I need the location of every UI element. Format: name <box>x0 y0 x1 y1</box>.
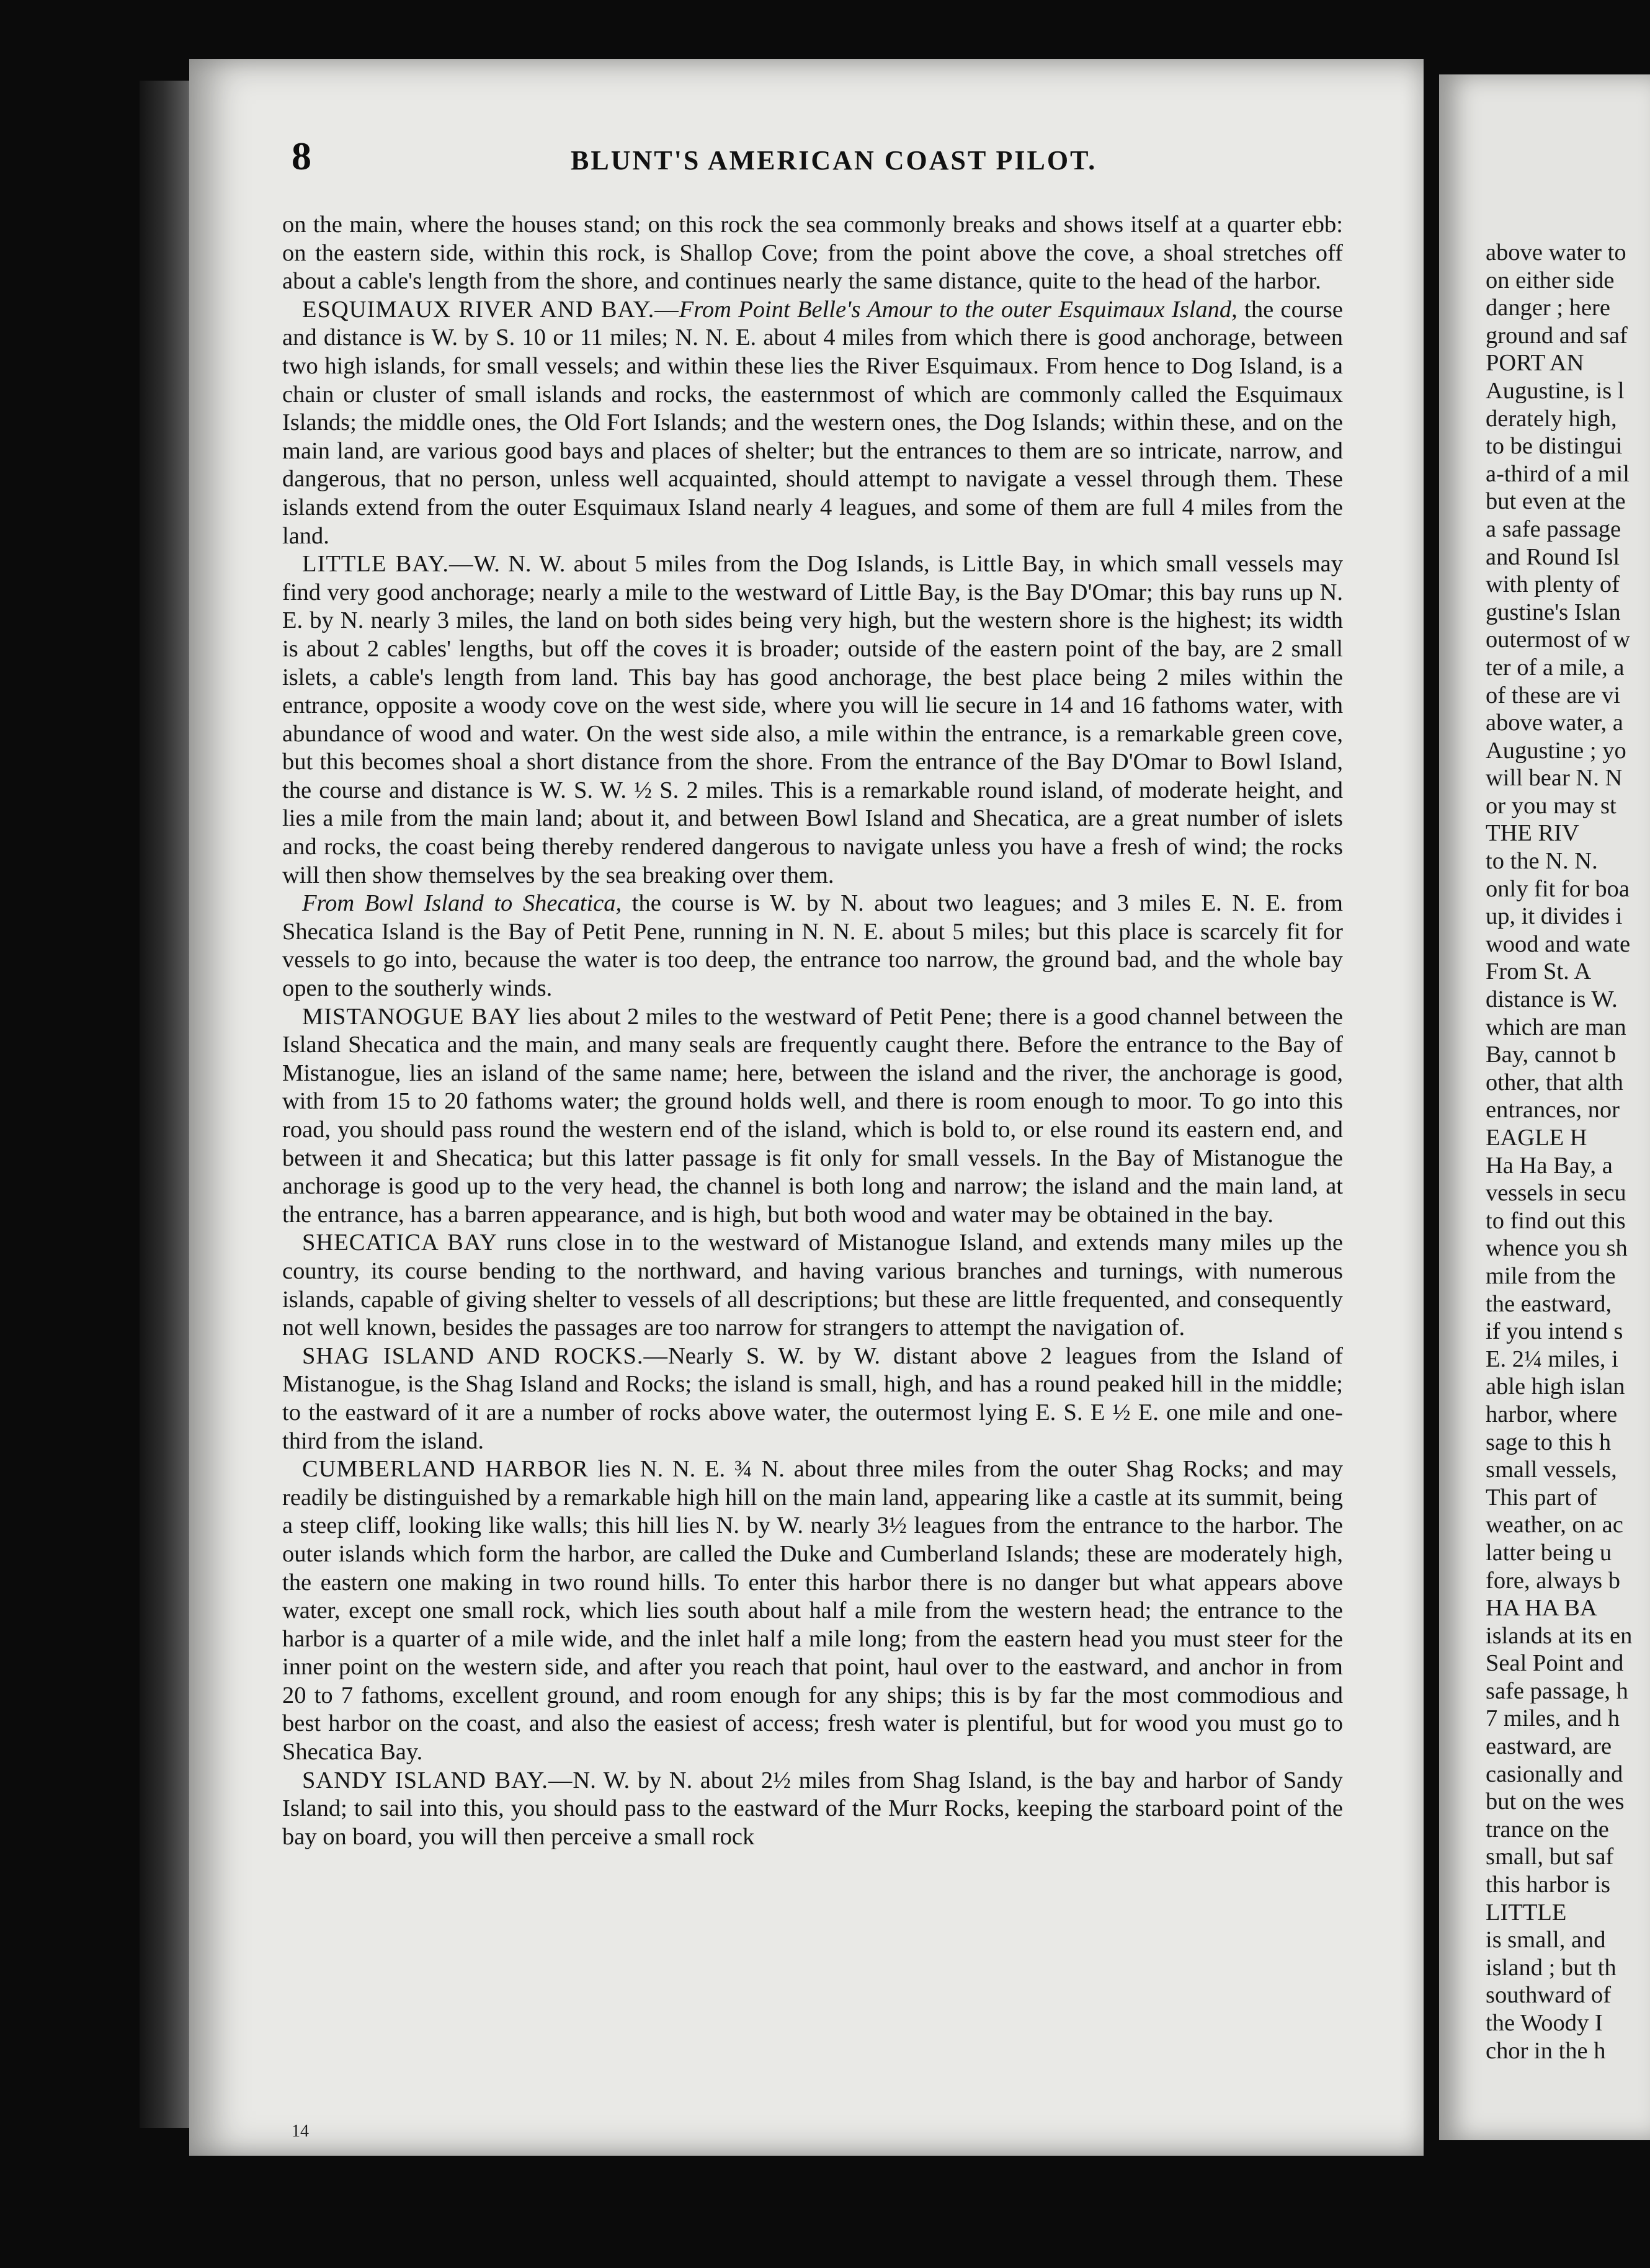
section-heading: SHECATICA BAY <box>302 1230 497 1256</box>
right-page-line: Augustine, is l <box>1486 377 1625 404</box>
section-heading: LITTLE BAY.— <box>302 551 474 578</box>
page-number: 8 <box>292 134 311 178</box>
right-page-line: Seal Point and <box>1486 1650 1624 1677</box>
paragraph <box>282 1342 1343 1455</box>
right-page-line: danger ; here <box>1486 295 1610 321</box>
right-page-line: EAGLE H <box>1486 1125 1587 1151</box>
right-page-line: fore, always b <box>1486 1567 1621 1594</box>
right-page-line: LITTLE <box>1486 1899 1567 1926</box>
right-page-line: able high islan <box>1486 1373 1625 1400</box>
right-page-line: this harbor is <box>1486 1872 1611 1898</box>
right-page-line: small vessels, <box>1486 1457 1617 1483</box>
right-page-line: to the N. N. <box>1486 848 1598 875</box>
right-page-line: This part of <box>1486 1484 1597 1511</box>
right-page-line: mile from the <box>1486 1262 1616 1289</box>
running-head: BLUNT'S AMERICAN COAST PILOT. <box>571 145 1097 176</box>
paragraph-text: W. N. W. about 5 miles from the Dog Islands, is Little Bay, in which small vessels may find very good anchorage; nearly a mile to the westward of Little Bay, is the Bay D'Omar; this bay runs up N. E. by N. nearly 3 miles, the land on both sides being very high, but the western shore is the highest; its width is about 2 cables' lengths, but off the coves it is broader; outside of the eastern point of the bay, are 2 small islets, a cable's length from land. This bay has good anchorage, the best place being 2 miles within the entrance, opposite a woody cove on the west side, where you will lie secure in 14 and 16 fathoms water, with abundance of wood and water. On the west side also, a mile within the entrance, is a remarkable green cove, but this becomes shoal a short distance from the shore. From the entrance of the Bay D'Omar to Bowl Island, the course and distance is W. S. W. ½ S. 2 miles. This is a remarkable round island, of moderate height, and lies a mile from the main land; about it, and between Bowl Island and Shecatica, are a great number of islets and rocks, the coast being thereby rendered dangerous to navigate unless you have a fresh of wind; the rocks will then show themselves by the sea breaking over them. <box>282 551 1344 888</box>
right-page-line: above water, a <box>1486 710 1623 736</box>
right-page-line: but on the wes <box>1486 1788 1625 1815</box>
right-page-line: E. 2¼ miles, i <box>1486 1346 1618 1372</box>
paragraph-text: lies about 2 miles to the westward of Petit Pene; there is a good channel between the Island Shecatica and the main, and many seals are frequently caught there. Before the entrance to the Bay of Mistanogue, lies an island of the same name; here, between the island and the river, the anchorage is good, with from 15 to 20 fathoms water; the ground holds well, and there is room enough to moor. To go into this road, you should pass round the western end of the island, which is bold to, or else round its eastern end, and between it and Shecatica; but this latter passage is fit only for small vessels. In the Bay of Mistanogue the anchorage is good up to the very head, the channel is both long and narrow; the island and the main land, at the entrance, has a barren appearance, and is high, but both wood and water may be obtained in the bay. <box>282 1003 1343 1228</box>
paragraph-text: the course is W. by N. about two leagues; and 3 miles E. N. E. from Shecatica Island is the Bay of Petit Pene, running in N. N. E. about 5 miles; but this place is scarcely fit for vessels to go into, because the water is too deep, the entrance too narrow, the ground bad, and the whole bay open to the southerly winds. <box>282 890 1343 1002</box>
right-page-line: ground and saf <box>1486 322 1628 349</box>
italic-lead: From Point Belle's Amour to the outer Esquimaux Island, <box>679 296 1238 323</box>
right-page-line: HA HA BA <box>1486 1595 1597 1622</box>
paragraph-text: the course and distance is W. by S. 10 or 11 miles; N. N. E. about 4 miles from which there is good anchorage, between two high islands, for small vessels; and within these lies the River Esquimaux. From hence to Dog Island, is a chain or cluster of small islands and rocks, the easternmost of which are commonly called the Esquimaux Islands; the middle ones, the Old Fort Islands; and the western ones, the Dog Islands; within these, and on the main land, are various good bays and places of shelter; but the entrances to them are so intricate, narrow, and dangerous, that no person, unless well acquainted, should attempt to navigate a vessel through them. These islands extend from the outer Esquimaux Island nearly 4 leagues, and some of them are full 4 miles from the land. <box>282 296 1343 549</box>
section-heading: SHAG ISLAND AND ROCKS.— <box>302 1342 668 1369</box>
paragraph-text: N. W. by N. about 2½ miles from Shag Island, is the bay and harbor of Sandy Island; to sail into this, you should pass to the eastward of the Murr Rocks, keeping the starboard point of the bay on board, you will then perceive a small rock <box>282 1767 1343 1850</box>
right-page-line: to find out this <box>1486 1207 1626 1234</box>
paragraph-text: runs close in to the westward of Mistanogue Island, and extends many miles up the country, its course bending to the northward, and having various branches and turnings, with numerous islands, capable of giving shelter to vessels of all descriptions; but these are little frequented, and consequently not well known, besides the passages are too narrow for strangers to attempt the navigation of. <box>282 1230 1343 1341</box>
right-page-line: to be distingui <box>1486 433 1623 460</box>
right-page-line: From St. A <box>1486 958 1592 985</box>
right-page-line: up, it divides i <box>1486 903 1623 930</box>
right-page-line: whence you sh <box>1486 1235 1628 1262</box>
paragraph-text: Nearly S. W. by W. distant above 2 leagues from the Island of Mistanogue, is the Shag Island and Rocks; the island is small, high, and has a round peaked hill in the middle; to the eastward of it are a number of rocks above water, the outermost lying E. S. E ½ E. one mile and one-third from the island. <box>282 1342 1343 1454</box>
paragraph <box>282 1455 1343 1767</box>
right-page-line: if you intend s <box>1486 1318 1623 1345</box>
page-header <box>292 133 1377 189</box>
right-page-line: other, that alth <box>1486 1069 1623 1096</box>
right-page-line: the Woody I <box>1486 2010 1603 2036</box>
footer-mark: 14 <box>292 2122 309 2141</box>
right-page-line: island ; but th <box>1486 1954 1617 1981</box>
right-page-line: gustine's Islan <box>1486 599 1621 625</box>
right-page-line: is small, and <box>1486 1927 1606 1953</box>
right-page-line: casionally and <box>1486 1761 1623 1787</box>
right-page-line: weather, on ac <box>1486 1512 1623 1538</box>
right-page-line: which are man <box>1486 1014 1626 1040</box>
paragraph-text: on the main, where the houses stand; on this rock the sea commonly breaks and shows itself at a quarter ebb: on the eastern side, within this rock, is Shallop Cove; from the point above the cove, a shoal stretches off about a cable's length from the shore, and continues nearly the same distance, quite to the head of the harbor. <box>282 212 1343 295</box>
right-page-line: but even at the <box>1486 488 1626 515</box>
paragraph-text: lies N. N. E. ¾ N. about three miles from the outer Shag Rocks; and may readily be distinguished by a remarkable high hill on the main land, appearing like a castle at its summit, being a steep cliff, looking like walls; this hill lies N. by W. nearly 3½ leagues from the entrance to the harbor. The outer islands which form the harbor, are called the Duke and Cumberland Islands; these are moderately high, the eastern one making in two round hills. To enter this harbor there is no danger but what appears above water, except one small rock, which lies south about half a mile from the western head; the entrance to the harbor is a quarter of a mile wide, and the inlet half a mile long; from the eastern head you must steer for the inner point on the western side, and after you reach that point, haul over to the eastward, and anchor in from 20 to 7 fathoms, excellent ground, and room enough for any ships; this is by far the most commodious and best harbor on the coast, and also the easiest of access; fresh water is plentiful, but for wood you must go to Shecatica Bay. <box>282 1456 1344 1766</box>
right-page-line: PORT AN <box>1486 350 1584 377</box>
right-page-line: 7 miles, and h <box>1486 1705 1620 1732</box>
right-page-text <box>1486 239 1650 2065</box>
right-page-line: safe passage, h <box>1486 1677 1628 1704</box>
right-page-line: will bear N. N <box>1486 765 1623 792</box>
right-page-line: above water to <box>1486 239 1626 266</box>
right-page-line: with plenty of <box>1486 571 1620 598</box>
right-page-line: small, but saf <box>1486 1844 1614 1870</box>
right-page-line: chor in the h <box>1486 2037 1606 2064</box>
right-page-line: Bay, cannot b <box>1486 1042 1617 1068</box>
paragraph <box>282 211 1343 296</box>
section-heading: SANDY ISLAND BAY.— <box>302 1767 573 1793</box>
right-page-line: trance on the <box>1486 1816 1609 1842</box>
right-page-line: latter being u <box>1486 1539 1612 1566</box>
section-heading: CUMBERLAND HARBOR <box>302 1456 589 1483</box>
right-page-line: a safe passage <box>1486 516 1621 542</box>
right-page-line: of these are vi <box>1486 682 1620 708</box>
right-page-line: southward of <box>1486 1982 1612 2009</box>
paragraph <box>282 1229 1343 1342</box>
right-page-line: derately high, <box>1486 405 1617 432</box>
paragraph <box>282 890 1343 1002</box>
right-page-line: THE RIV <box>1486 820 1579 847</box>
right-page-line: or you may st <box>1486 792 1617 819</box>
paragraph <box>282 550 1343 890</box>
right-page-line: ter of a mile, a <box>1486 654 1625 681</box>
right-page-line: distance is W. <box>1486 986 1618 1013</box>
right-page-line: only fit for boa <box>1486 875 1630 902</box>
right-page-line: entrances, nor <box>1486 1097 1620 1123</box>
section-heading: MISTANOGUE BAY <box>302 1003 522 1030</box>
right-page-line: the eastward, <box>1486 1290 1612 1317</box>
right-page-line: and Round Isl <box>1486 543 1620 570</box>
right-page-fragment <box>1439 74 1650 2140</box>
right-page-line: vessels in secu <box>1486 1180 1626 1207</box>
right-page-line: on either side <box>1486 267 1615 293</box>
right-page-line: wood and wate <box>1486 931 1631 957</box>
body-text <box>282 211 1343 1851</box>
right-page-line: harbor, where <box>1486 1401 1618 1427</box>
paragraph <box>282 1003 1343 1230</box>
section-heading: ESQUIMAUX RIVER AND BAY.— <box>302 296 679 323</box>
right-page-line: sage to this h <box>1486 1429 1612 1455</box>
paragraph <box>282 296 1343 550</box>
right-page-line: eastward, are <box>1486 1733 1612 1760</box>
right-page-line: islands at its en <box>1486 1622 1633 1649</box>
right-page-line: Augustine ; yo <box>1486 737 1626 764</box>
left-page <box>189 59 1424 2156</box>
right-page-line: a-third of a mil <box>1486 460 1630 487</box>
right-page-line: outermost of w <box>1486 627 1631 653</box>
italic-lead: From Bowl Island to Shecatica, <box>302 890 622 917</box>
right-page-line: Ha Ha Bay, a <box>1486 1152 1613 1179</box>
paragraph <box>282 1767 1343 1852</box>
